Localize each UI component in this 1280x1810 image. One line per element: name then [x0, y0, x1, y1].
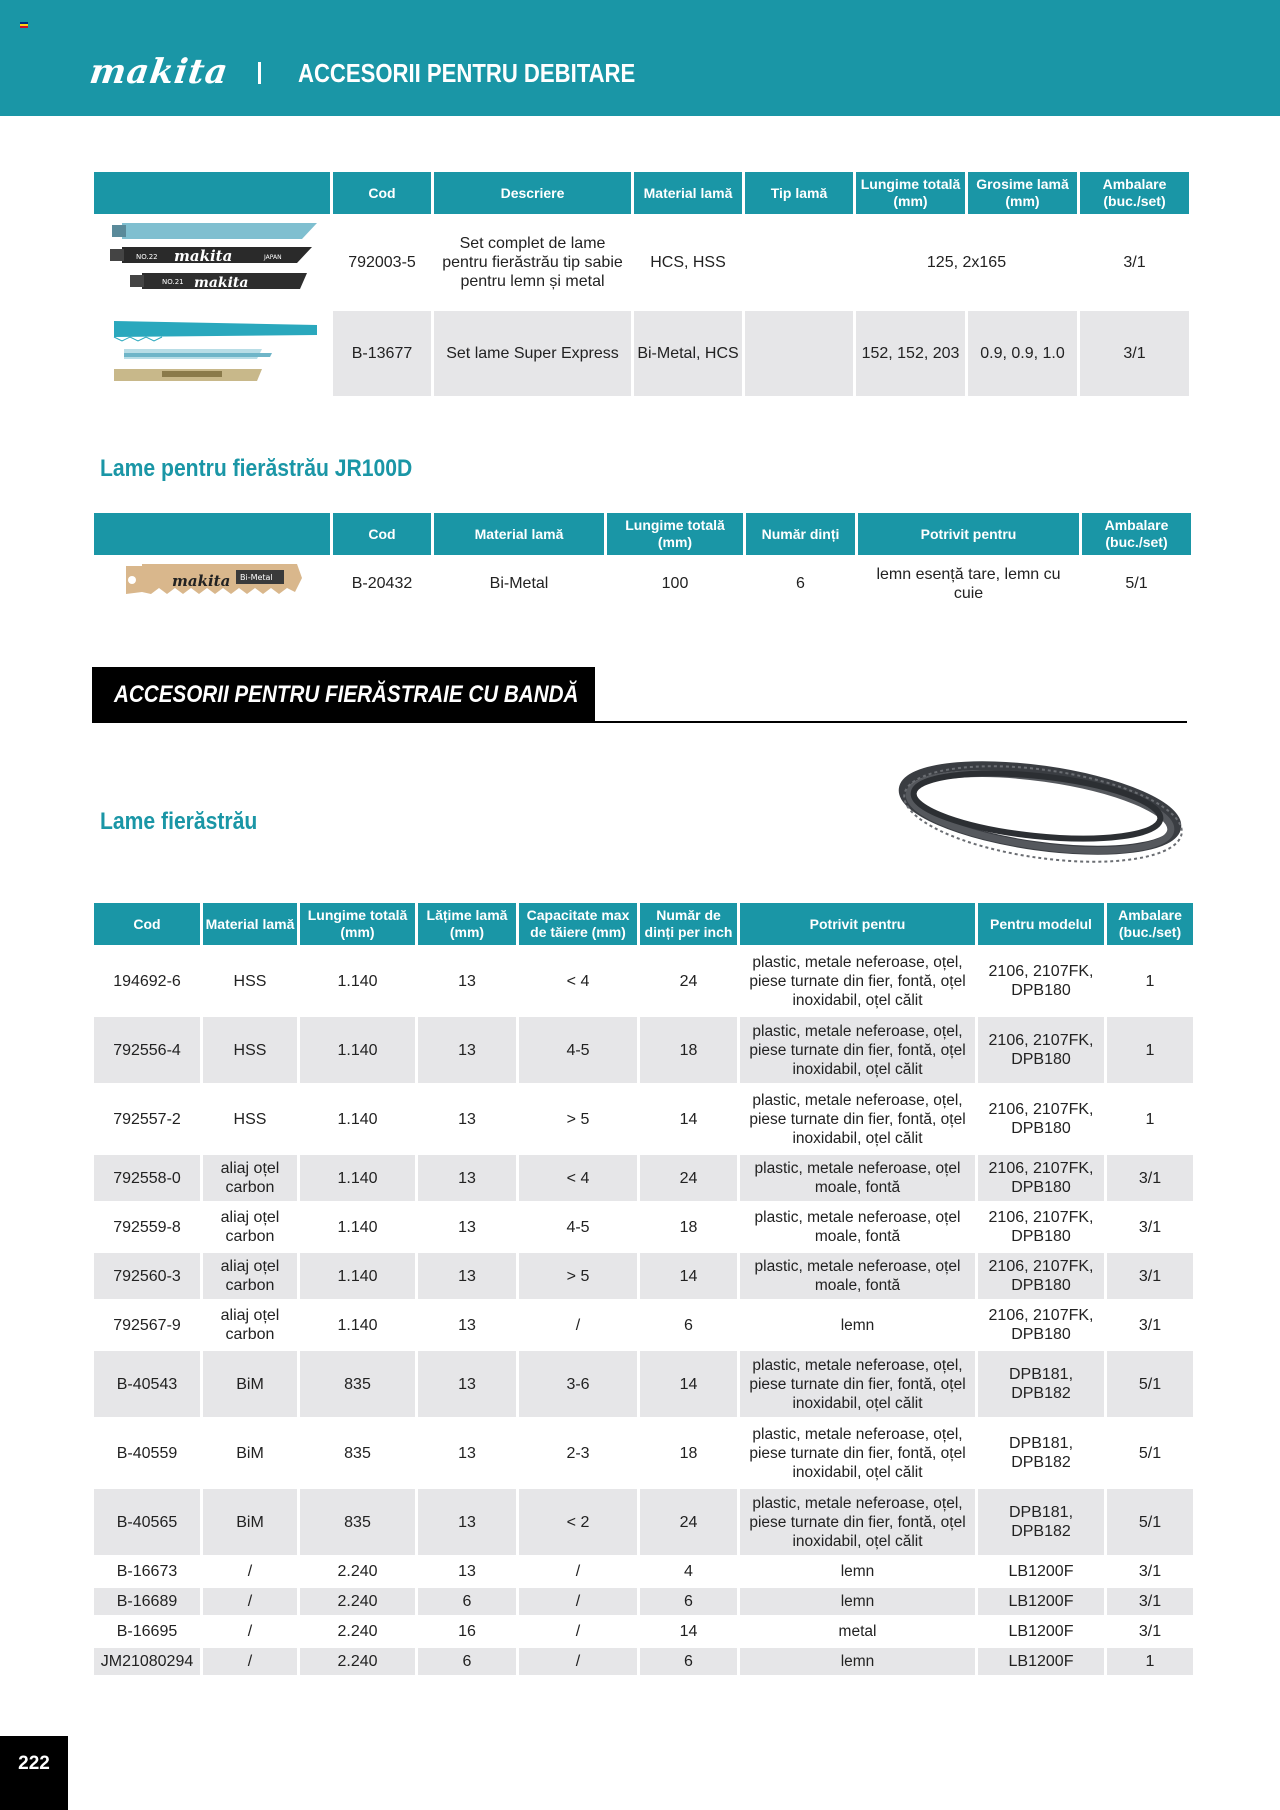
col-header: Număr de dinți per inch [640, 903, 737, 945]
cell-ambalare: 1 [1107, 1017, 1193, 1083]
table-row [94, 948, 1193, 1014]
blade-set-image [94, 311, 330, 396]
cell-lungime: 1.140 [300, 1253, 415, 1299]
col-header: Lungime totală (mm) [856, 172, 965, 214]
cell-ambalare: 3/1 [1138, 1623, 1162, 1640]
table-row [94, 1648, 1193, 1675]
cell-model: LB1200F [978, 1648, 1104, 1675]
cell-latime: 13 [418, 1489, 516, 1555]
cell-dinti: 14 [640, 1351, 737, 1417]
cell-ambalare: 5/1 [1107, 1489, 1193, 1555]
cell-dinti: 6 [640, 1648, 737, 1675]
cell-cod: B-16673 [116, 1563, 178, 1580]
cell-lungime: 835 [300, 1489, 415, 1555]
cell-ambalare: 1 [1145, 1110, 1155, 1128]
table-row [94, 217, 1189, 308]
col-header: Ambalare (buc./set) [1080, 172, 1189, 214]
cell-dinti: 6 [796, 575, 805, 592]
cell-cod: 792003-5 [348, 254, 416, 271]
cell-ambalare: 5/1 [1107, 1351, 1193, 1417]
cell-lungime: 835 [344, 1444, 371, 1462]
cell-material: aliaj oțel carbon [220, 1209, 280, 1245]
cell-ambalare: 3/1 [1107, 1155, 1193, 1201]
cell-tip [745, 217, 853, 308]
blade-label: Bi-Metal [240, 573, 273, 582]
band-saw-blade-image [895, 748, 1185, 868]
col-header: Tip lamă [745, 172, 853, 214]
cell-potrivit: plastic, metale neferoase, oțel moale, fontă [740, 1155, 975, 1201]
table-row [94, 1489, 1193, 1555]
cell-capacitate: / [519, 1588, 637, 1615]
cell-material: aliaj oțel carbon [203, 1253, 297, 1299]
cell-material: BiM [203, 1489, 297, 1555]
col-header: Descriere [434, 172, 631, 214]
cell-material: BiM [203, 1351, 297, 1417]
cell-potrivit: plastic, metale neferoase, oțel, piese turnate din fier, fontă, oțel inoxidabil, oțel călit [749, 1091, 966, 1147]
cell-dinti: 18 [679, 1444, 698, 1462]
table-row [94, 1253, 1193, 1299]
header-blank [94, 513, 330, 555]
section-title-jr100d: Lame pentru fierăstrău JR100D [100, 455, 413, 482]
col-header: Material lamă [203, 903, 297, 945]
cell-cod: JM21080294 [94, 1648, 200, 1675]
cell-material: HSS [233, 1110, 267, 1128]
table-row [94, 1302, 1193, 1348]
cell-model: 2106, 2107FK, DPB180 [988, 1209, 1094, 1245]
cell-ambalare: 3/1 [1138, 1316, 1162, 1334]
cell-latime: 13 [458, 1218, 476, 1236]
cell-material: Bi-Metal, HCS [634, 311, 742, 396]
cell-latime: 13 [418, 1155, 516, 1201]
cell-capacitate: 2-3 [566, 1444, 590, 1462]
cell-material: Bi-Metal [489, 575, 549, 592]
cell-lungime: 100 [661, 575, 689, 592]
table-row [94, 1204, 1193, 1250]
cell-lungime: 1.140 [337, 1316, 378, 1334]
cell-capacitate: < 4 [566, 972, 590, 990]
cell-potrivit: plastic, metale neferoase, oțel, piese turnate din fier, fontă, oțel inoxidabil, oțel călit [740, 1351, 975, 1417]
table-row [94, 558, 1191, 609]
table-row [94, 1017, 1193, 1083]
cell-dinti: 4 [684, 1563, 693, 1580]
cell-material: HSS [233, 972, 267, 990]
cell-model: 2106, 2107FK, DPB180 [988, 1101, 1094, 1137]
cell-material: HCS, HSS [650, 254, 726, 271]
cell-lungime: 1.140 [300, 1017, 415, 1083]
cell-ambalare: 5/1 [1138, 1444, 1162, 1462]
cell-material: aliaj oțel carbon [220, 1307, 280, 1343]
cell-model: LB1200F [1008, 1623, 1074, 1640]
table-row [94, 1420, 1193, 1486]
cell-potrivit: metal [838, 1623, 877, 1640]
cell-dinti: 6 [640, 1588, 737, 1615]
cell-model: DPB181, DPB182 [1008, 1435, 1074, 1471]
cell-material: / [247, 1623, 253, 1640]
cell-potrivit: lemn [840, 1563, 875, 1580]
cell-ambalare: 3/1 [1138, 1563, 1162, 1580]
cell-dinti: 24 [640, 1155, 737, 1201]
cell-model: LB1200F [978, 1588, 1104, 1615]
cell-cod: 792558-0 [94, 1155, 200, 1201]
cell-capacitate: / [575, 1316, 581, 1334]
cell-capacitate: > 5 [519, 1253, 637, 1299]
cell-capacitate: / [575, 1563, 581, 1580]
cell-potrivit: lemn [740, 1588, 975, 1615]
cell-latime: 13 [458, 1316, 476, 1334]
cell-lungime: 1.140 [300, 1155, 415, 1201]
band-saw-blades-table [91, 900, 1196, 1678]
col-header: Număr dinți [746, 513, 855, 555]
cell-dinti: 14 [640, 1253, 737, 1299]
page-header [0, 0, 1280, 116]
cell-lungime: 152, 152, 203 [856, 311, 965, 396]
cell-capacitate: / [519, 1648, 637, 1675]
cell-cod: 792556-4 [94, 1017, 200, 1083]
cell-capacitate: < 2 [519, 1489, 637, 1555]
cell-ambalare: 3/1 [1080, 311, 1189, 396]
cell-latime: 6 [418, 1648, 516, 1675]
cell-model: 2106, 2107FK, DPB180 [978, 1253, 1104, 1299]
header-divider [258, 62, 261, 84]
cell-cod: B-40543 [94, 1351, 200, 1417]
cell-latime: 13 [458, 1444, 476, 1462]
cell-latime: 13 [458, 972, 476, 990]
cell-ambalare: 3/1 [1107, 1588, 1193, 1615]
cell-dinti: 24 [679, 972, 698, 990]
cell-ambalare: 5/1 [1125, 575, 1148, 592]
cell-ambalare: 1 [1145, 972, 1155, 990]
blade-label: JAPAN [264, 254, 282, 261]
cell-potrivit: plastic, metale neferoase, oțel moale, fontă [740, 1253, 975, 1299]
cell-latime: 13 [418, 1351, 516, 1417]
cell-model: DPB181, DPB182 [978, 1489, 1104, 1555]
col-header: Ambalare (buc./set) [1082, 513, 1191, 555]
cell-material: / [247, 1563, 253, 1580]
cell-lungime: 2.240 [300, 1588, 415, 1615]
cell-cod: B-16689 [94, 1588, 200, 1615]
page-number: 222 [0, 1736, 68, 1810]
cell-potrivit: lemn esență tare, lemn cu cuie [876, 565, 1061, 602]
cell-potrivit: plastic, metale neferoase, oțel moale, fontă [754, 1209, 961, 1245]
cell-capacitate: > 5 [566, 1110, 590, 1128]
blade-label: NO.21 [162, 278, 184, 286]
table-row [94, 1155, 1193, 1201]
table-row [94, 1558, 1193, 1585]
cell-cod: 792559-8 [113, 1218, 181, 1236]
section-divider [92, 721, 1187, 723]
cell-latime: 13 [418, 1017, 516, 1083]
cell-cod: B-40565 [94, 1489, 200, 1555]
cell-lungime: 1.140 [337, 1218, 378, 1236]
cell-dinti: 14 [679, 1623, 698, 1640]
col-header: Material lamă [434, 513, 604, 555]
cell-model: 2106, 2107FK, DPB180 [988, 963, 1094, 999]
cell-material: / [203, 1648, 297, 1675]
jigsaw-blade-image [94, 558, 330, 609]
cell-ambalare: 3/1 [1138, 1218, 1162, 1236]
cell-cod: B-40559 [116, 1444, 178, 1462]
cell-descriere: Set lame Super Express [434, 311, 631, 396]
cell-model: DPB181, DPB182 [978, 1351, 1104, 1417]
cell-dinti: 18 [679, 1218, 698, 1236]
col-header: Lungime totală (mm) [607, 513, 743, 555]
makita-logo: makita [194, 275, 249, 291]
section-title-lame: Lame fierăstrău [100, 808, 258, 835]
col-header: Capacitate max de tăiere (mm) [519, 903, 637, 945]
cell-lungime: 2.240 [337, 1563, 378, 1580]
cell-potrivit: plastic, metale neferoase, oțel, piese turnate din fier, fontă, oțel inoxidabil, oțel călit [740, 1489, 975, 1555]
cell-latime: 6 [418, 1588, 516, 1615]
cell-model: LB1200F [1008, 1563, 1074, 1580]
col-header: Cod [333, 172, 431, 214]
cell-lungime: 1.140 [337, 972, 378, 990]
table-row [94, 1588, 1193, 1615]
cell-ambalare: 3/1 [1123, 254, 1146, 271]
cell-ambalare: 3/1 [1107, 1253, 1193, 1299]
cell-capacitate: 4-5 [519, 1017, 637, 1083]
cell-latime: 13 [458, 1110, 476, 1128]
makita-logo: makita [172, 572, 231, 590]
col-header: Grosime lamă (mm) [968, 172, 1077, 214]
cell-material: HSS [203, 1017, 297, 1083]
cell-material: aliaj oțel carbon [203, 1155, 297, 1201]
cell-lungime: 2.240 [337, 1623, 378, 1640]
cell-potrivit: plastic, metale neferoase, oțel, piese turnate din fier, fontă, oțel inoxidabil, oțel călit [749, 953, 966, 1009]
cell-cod: 194692-6 [113, 972, 181, 990]
cell-cod: B-16695 [116, 1623, 178, 1640]
blade-set-image [94, 217, 330, 308]
table-row [94, 1618, 1193, 1645]
cell-latime: 13 [458, 1563, 476, 1580]
flag-icon [20, 22, 28, 28]
cell-material: BiM [236, 1444, 264, 1462]
col-header: Cod [333, 513, 431, 555]
col-header: Cod [94, 903, 200, 945]
col-header: Lățime lamă (mm) [418, 903, 516, 945]
cell-cod: 792557-2 [113, 1110, 181, 1128]
blade-label: NO.22 [136, 253, 158, 261]
header-blank [94, 172, 330, 214]
cell-capacitate: 4-5 [566, 1218, 590, 1236]
cell-capacitate: 3-6 [519, 1351, 637, 1417]
cell-model: 2106, 2107FK, DPB180 [978, 1155, 1104, 1201]
section-banner [92, 667, 595, 723]
cell-cod: 792567-9 [113, 1316, 181, 1334]
cell-cod: B-20432 [351, 575, 413, 592]
cell-potrivit: lemn [740, 1648, 975, 1675]
table-row [94, 311, 1189, 396]
col-header: Potrivit pentru [858, 513, 1079, 555]
jr100d-blades-table [91, 510, 1194, 612]
page-title: ACCESORII PENTRU DEBITARE [298, 58, 636, 88]
cell-descriere: Set complet de lame pentru fierăstrău tip sabie pentru lemn și metal [442, 235, 623, 290]
col-header: Material lamă [634, 172, 742, 214]
cell-latime: 16 [458, 1623, 476, 1640]
cell-lungime: 1.140 [337, 1110, 378, 1128]
cell-model: 2106, 2107FK, DPB180 [978, 1017, 1104, 1083]
cell-dinti: 18 [640, 1017, 737, 1083]
makita-logo: makita [87, 52, 232, 92]
cell-cod: B-13677 [333, 311, 431, 396]
cell-capacitate: / [575, 1623, 581, 1640]
band-saw-table-body [94, 948, 1193, 1675]
section-banner-title: ACCESORII PENTRU FIERĂSTRAIE CU BANDĂ [114, 681, 579, 708]
makita-logo: makita [174, 247, 233, 265]
col-header: Ambalare (buc./set) [1107, 903, 1193, 945]
cell-lungime: 125, 2x165 [926, 254, 1007, 271]
cell-grosime: 0.9, 0.9, 1.0 [968, 311, 1077, 396]
col-header: Potrivit pentru [740, 903, 975, 945]
cell-model: 2106, 2107FK, DPB180 [988, 1307, 1094, 1343]
cell-tip [745, 311, 853, 396]
cell-dinti: 14 [679, 1110, 698, 1128]
cell-ambalare: 1 [1107, 1648, 1193, 1675]
cell-material: / [203, 1588, 297, 1615]
cell-dinti: 6 [684, 1316, 693, 1334]
cell-latime: 13 [418, 1253, 516, 1299]
cell-dinti: 24 [640, 1489, 737, 1555]
col-header: Lungime totală (mm) [300, 903, 415, 945]
cell-potrivit: lemn [840, 1316, 875, 1334]
cell-lungime: 835 [300, 1351, 415, 1417]
table-row [94, 1086, 1193, 1152]
table-row [94, 1351, 1193, 1417]
cell-potrivit: plastic, metale neferoase, oțel, piese turnate din fier, fontă, oțel inoxidabil, oțel călit [740, 1017, 975, 1083]
cell-capacitate: < 4 [519, 1155, 637, 1201]
col-header: Pentru modelul [978, 903, 1104, 945]
cell-lungime: 2.240 [300, 1648, 415, 1675]
cell-potrivit: plastic, metale neferoase, oțel, piese turnate din fier, fontă, oțel inoxidabil, oțel călit [749, 1425, 966, 1481]
reciprocating-blades-table [91, 169, 1192, 399]
cell-cod: 792560-3 [94, 1253, 200, 1299]
